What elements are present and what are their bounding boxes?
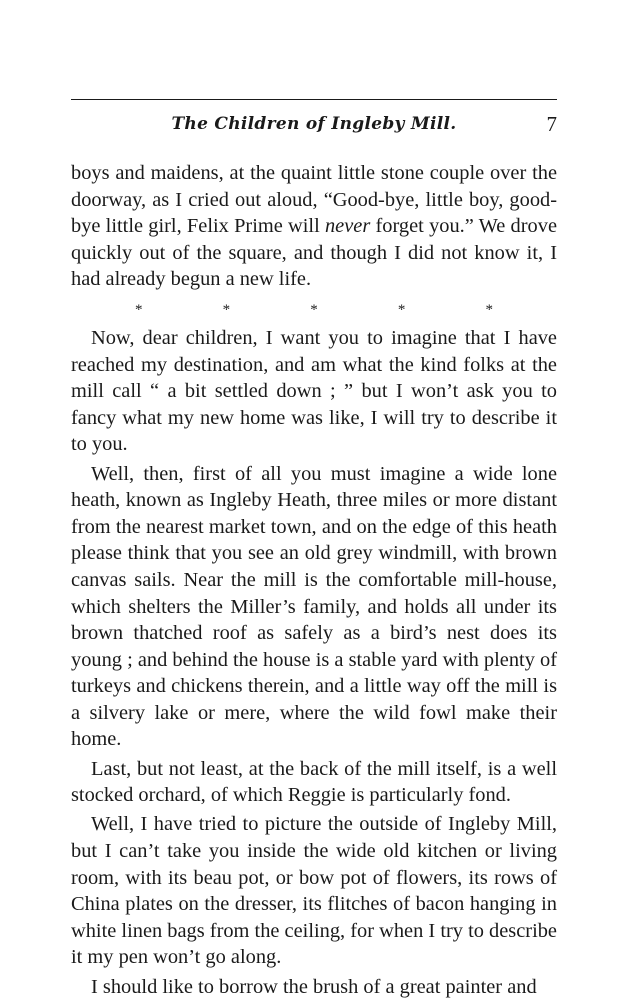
paragraph: Well, I have tried to picture the outside of Ingleby Mill, but I can’t take you inside the wide old kitchen or living room, with its beau pot, or bow pot of flowers, its rows of China plates on the dresser, its flitches of bacon hanging in white linen bags from the ceiling, for when I try to describe it my pen won’t go along. [71,813,557,969]
running-title: The Children of Ingleby Mill. [171,114,457,134]
header-rule [71,99,557,100]
paragraph: Last, but not least, at the back of the mill itself, is a well stocked orchard, of which Reggie is particularly fond. [71,757,557,807]
asterism: * [397,301,406,318]
asterism: * [310,301,318,318]
body-text [71,160,557,1000]
page-number: 7 [546,112,557,136]
paragraph: I should like to borrow the brush of a great painter and [91,975,537,998]
paragraph: Well, then, first of all you must imagine a wide lone heath, known as Ingleby Heath, three miles or more distant from the nearest market town, and on the edge of this heath please think that you see an old grey windmill, with brown canvas sails. Near the mill is the comfortable mill-house, which shelters the Miller’s family, and holds all under its brown thatched roof as safely as a bird’s nest does its young ; and behind the house is a stable yard with plenty of turkeys and chickens therein, and a little way off the mill is a silvery lake or mere, where the wild fowl make their home. [71,462,557,751]
paragraph-continued [71,160,557,293]
asterism: * [222,301,231,318]
text-run: forget you.” We drove quickly out of the square, and though I did not know it, I had already begun a new life. [71,215,557,291]
asterism: * [135,301,143,318]
text-run: boys and maidens, at the quaint little stone couple over the doorway, as I cried out aloud, “Good-bye, little boy, good-bye little girl, Felix Prime will [71,162,557,238]
emphasis-text: never [324,215,371,238]
running-head [71,111,557,137]
asterism: * [485,301,493,318]
paragraph: Now, dear children, I want you to imagine that I have reached my destination, and am what the kind folks at the mill call “ a bit settled down ; ” but I won’t ask you to fancy what my new home was like, I will try to describe it to you. [71,326,557,456]
section-break-asterisms [71,294,557,322]
